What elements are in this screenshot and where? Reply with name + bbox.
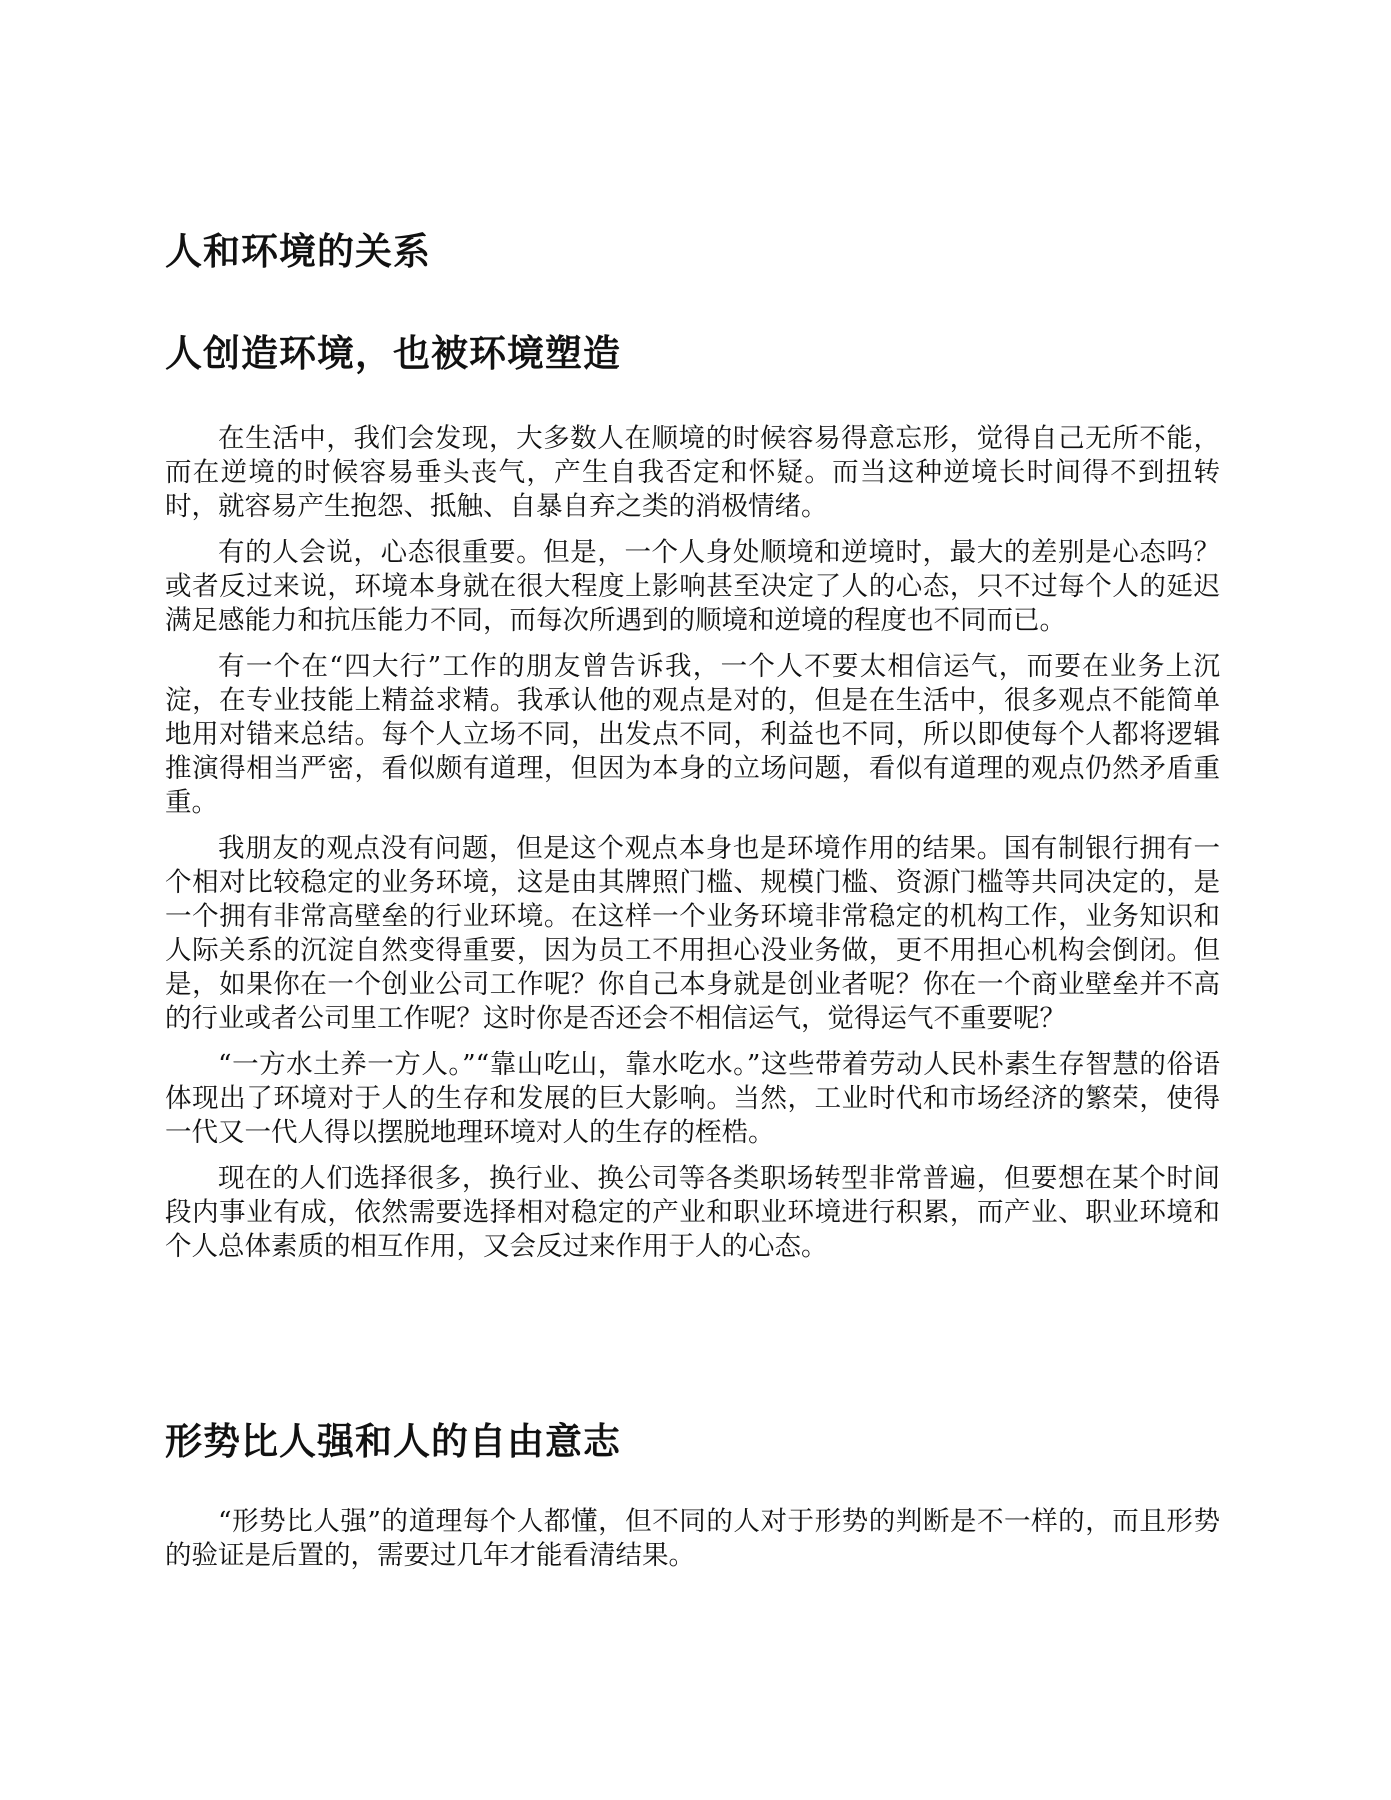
chapter-title: 人和环境的关系 [165,230,431,273]
paragraph: “一方水土养一方人。”“靠山吃山，靠水吃水。”这些带着劳动人民朴素生存智慧的俗语体现出了环境对于人的生存和发展的巨大影响。当然，工业时代和市场经济的繁荣，使得一代又一代人得以摆脱地理环境对人的生存的桎梏。 [165,1049,1220,1148]
paragraph: 在生活中，我们会发现，大多数人在顺境的时候容易得意忘形，觉得自己无所不能，而在逆境的时候容易垂头丧气，产生自我否定和怀疑。而当这种逆境长时间得不到扭转时，就容易产生抱怨、抵触、自暴自弃之类的消极情绪。 [165,423,1220,522]
section-title-environment: 人创造环境，也被环境塑造 [165,332,621,375]
paragraph: 有的人会说，心态很重要。但是，一个人身处顺境和逆境时，最大的差别是心态吗？或者反过来说，环境本身就在很大程度上影响甚至决定了人的心态，只不过每个人的延迟满足感能力和抗压能力不同，而每次所遇到的顺境和逆境的程度也不同而已。 [165,537,1220,636]
paragraph: 我朋友的观点没有问题，但是这个观点本身也是环境作用的结果。国有制银行拥有一个相对比较稳定的业务环境，这是由其牌照门槛、规模门槛、资源门槛等共同决定的，是一个拥有非常高壁垒的行业环境。在这样一个业务环境非常稳定的机构工作，业务知识和人际关系的沉淀自然变得重要，因为员工不用担心没业务做，更不用担心机构会倒闭。但是，如果你在一个创业公司工作呢？你自己本身就是创业者呢？你在一个商业壁垒并不高的行业或者公司里工作呢？这时你是否还会不相信运气，觉得运气不重要呢？ [165,833,1220,1034]
section-title-free-will: 形势比人强和人的自由意志 [165,1420,621,1463]
paragraph: 现在的人们选择很多，换行业、换公司等各类职场转型非常普遍，但要想在某个时间段内事业有成，依然需要选择相对稳定的产业和职业环境进行积累，而产业、职业环境和个人总体素质的相互作用，又会反过来作用于人的心态。 [165,1163,1220,1262]
paragraph: “形势比人强”的道理每个人都懂，但不同的人对于形势的判断是不一样的，而且形势的验证是后置的，需要过几年才能看清结果。 [165,1506,1220,1571]
section-body-free-will [165,1505,1220,1585]
paragraph: 有一个在“四大行”工作的朋友曾告诉我，一个人不要太相信运气，而要在业务上沉淀，在专业技能上精益求精。我承认他的观点是对的，但是在生活中，很多观点不能简单地用对错来总结。每个人立场不同，出发点不同，利益也不同，所以即使每个人都将逻辑推演得相当严密，看似颇有道理，但因为本身的立场问题，看似有道理的观点仍然矛盾重重。 [165,651,1220,818]
section-body-environment [165,422,1220,1276]
